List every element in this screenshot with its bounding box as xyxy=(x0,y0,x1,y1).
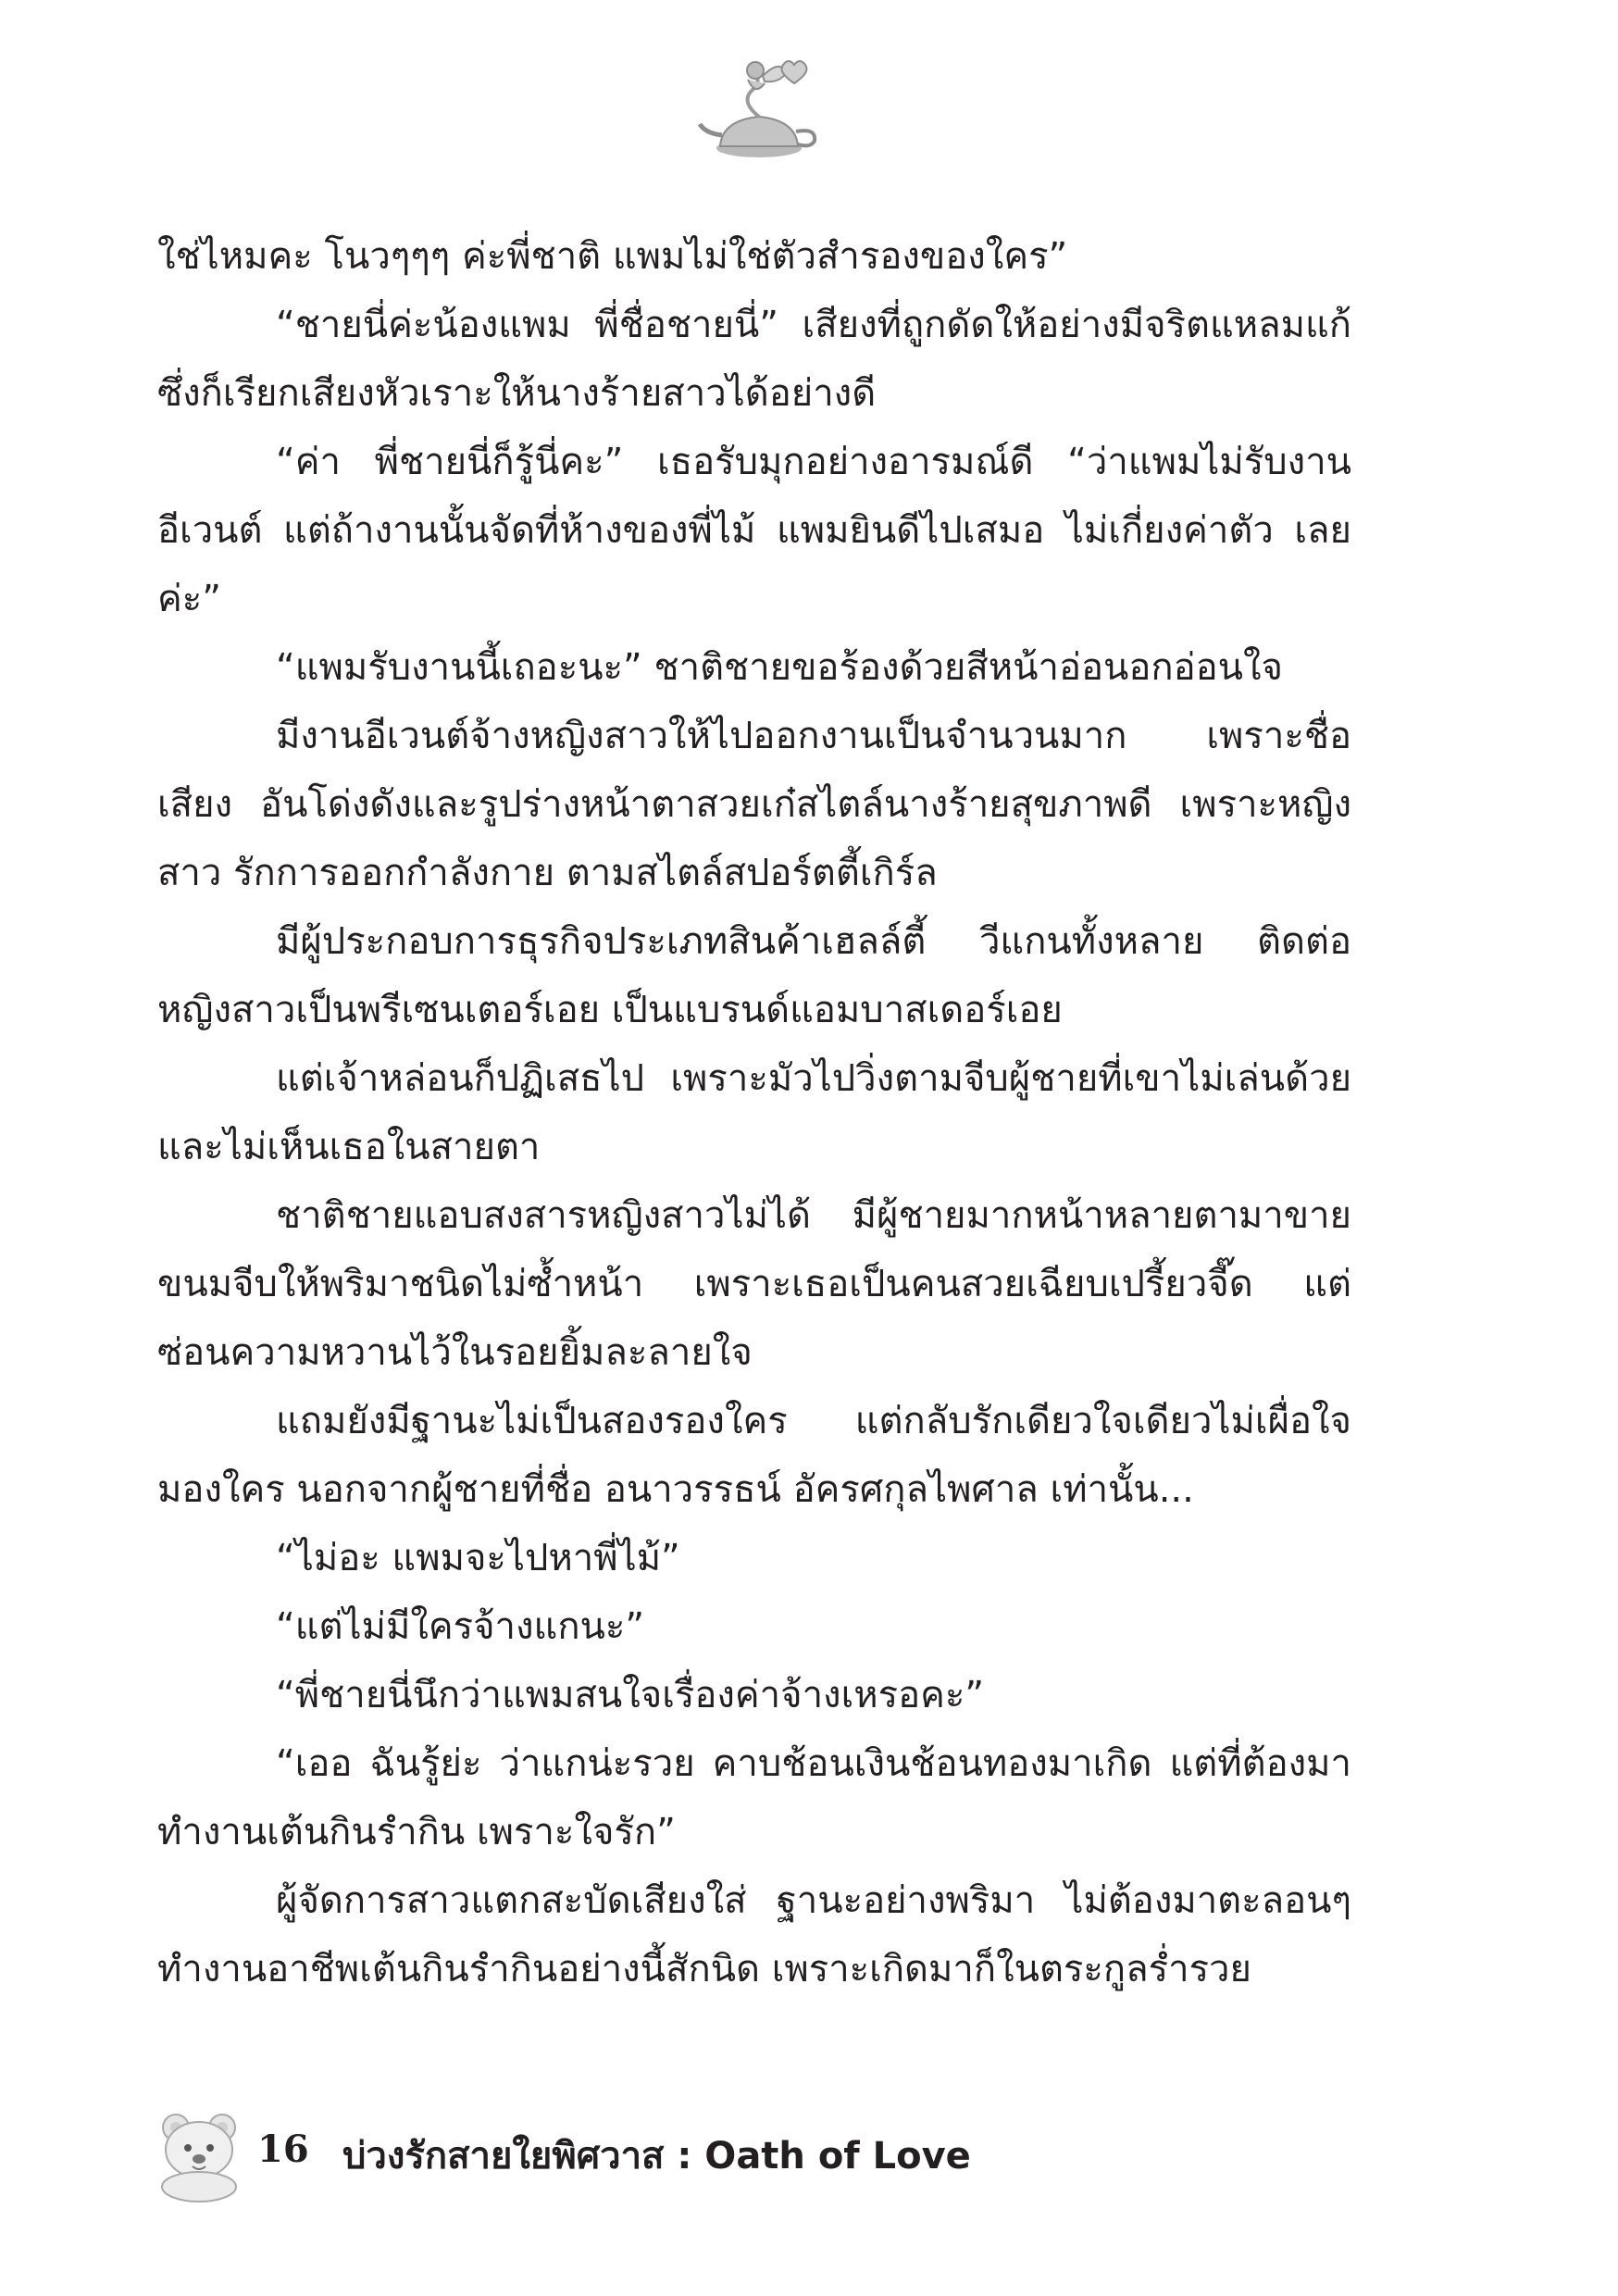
paragraph: ชาติชายแอบสงสารหญิงสาวไม่ได้ มีผู้ชายมากหน้าหลายตามาขาย ขนมจีบให้พริมาชนิดไม่ซ้ำหน้า เพราะเธอเป็นคนสวยเฉียบเปรี้ยวจี๊ด แต่ ซ่อนความหวานไว้ในรอยยิ้มละลายใจ xyxy=(157,1194,1351,1374)
paragraph: “แพมรับงานนี้เถอะนะ” ชาติชายขอร้องด้วยสีหน้าอ่อนอกอ่อนใจ xyxy=(276,646,1283,689)
body-text xyxy=(157,222,1351,2003)
paragraph: ใช่ไหมคะ โนวๆๆๆ ค่ะพี่ชาติ แพมไม่ใช่ตัวสำรองของใคร” xyxy=(157,235,1068,278)
paragraph: แถมยังมีฐานะไม่เป็นสองรองใคร แต่กลับรักเดียวใจเดียวไม่เผื่อใจ มองใคร นอกจากผู้ชายที่ชื่อ อนาวรรธน์ อัครศกุลไพศาล เท่านั้น... xyxy=(157,1400,1351,1511)
paragraph: “เออ ฉันรู้ย่ะ ว่าแกน่ะรวย คาบช้อนเงินช้อนทองมาเกิด แต่ที่ต้องมา ทำงานเต้นกินรำกิน เพราะใจรัก” xyxy=(157,1742,1351,1853)
paragraph: “ค่า พี่ชายนี่ก็รู้นี่คะ” เธอรับมุกอย่างอารมณ์ดี “ว่าแพมไม่รับงาน อีเวนต์ แต่ถ้างานนั้นจัดที่ห้างของพี่ไม้ แพมยินดีไปเสมอ ไม่เกี่ยงค่าตัว เลยค่ะ” xyxy=(157,441,1351,620)
paragraph: “ชายนี่ค่ะน้องแพม พี่ชื่อชายนี่” เสียงที่ถูกดัดให้อย่างมีจริตแหลมแก้ ซึ่งก็เรียกเสียงหัวเราะให้นางร้ายสาวได้อย่างดี xyxy=(157,304,1351,415)
book-title: บ่วงรักสายใยพิศวาส : Oath of Love xyxy=(342,2135,971,2177)
page-footer xyxy=(148,2102,1259,2213)
paragraph: “ไม่อะ แพมจะไปหาพี่ไม้” xyxy=(276,1537,680,1579)
paragraph: แต่เจ้าหล่อนก็ปฏิเสธไป เพราะมัวไปวิ่งตามจีบผู้ชายที่เขาไม่เล่นด้วย และไม่เห็นเธอในสายตา xyxy=(157,1057,1351,1168)
bear-icon xyxy=(148,2102,250,2203)
lamp-cupid-icon xyxy=(694,56,824,167)
paragraph: “แต่ไม่มีใครจ้างแกนะ” xyxy=(276,1605,645,1648)
paragraph: “พี่ชายนี่นึกว่าแพมสนใจเรื่องค่าจ้างเหรอคะ” xyxy=(276,1674,985,1716)
paragraph: มีผู้ประกอบการธุรกิจประเภทสินค้าเฮลล์ตี้ วีแกนทั้งหลาย ติดต่อ หญิงสาวเป็นพรีเซนเตอร์เอย เป็นแบรนด์แอมบาสเดอร์เอย xyxy=(157,920,1351,1031)
paragraph: มีงานอีเวนต์จ้างหญิงสาวให้ไปออกงานเป็นจำนวนมาก เพราะชื่อเสียง อันโด่งดังและรูปร่างหน้าตาสวยเก๋สไตล์นางร้ายสุขภาพดี เพราะหญิงสาว รักการออกกำลังกาย ตามสไตล์สปอร์ตตี้เกิร์ล xyxy=(157,715,1351,894)
page-number: 16 xyxy=(257,2128,309,2171)
paragraph: ผู้จัดการสาวแตกสะบัดเสียงใส่ ฐานะอย่างพริมา ไม่ต้องมาตะลอนๆ ทำงานอาชีพเต้นกินรำกินอย่างนี้สักนิด เพราะเกิดมาก็ในตระกูลร่ำรวย xyxy=(157,1879,1351,1990)
